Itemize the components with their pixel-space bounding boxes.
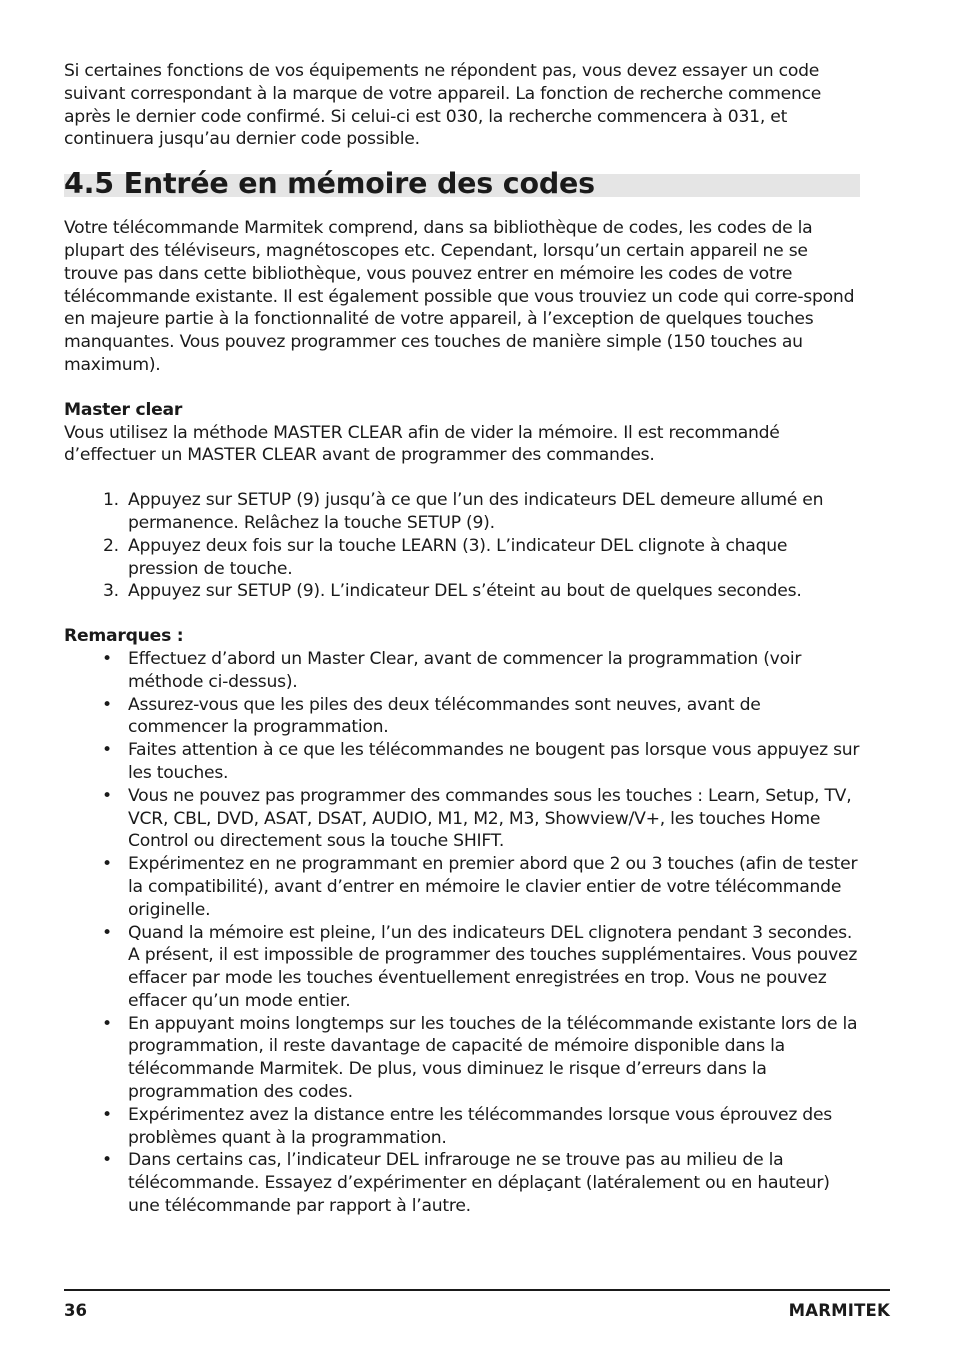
step-item	[64, 535, 860, 581]
step-number: 1.	[103, 490, 119, 511]
bullet-icon: •	[102, 740, 112, 761]
bullet-icon: •	[102, 694, 112, 715]
remark-item	[64, 853, 860, 921]
page-number: 36	[64, 1301, 87, 1320]
remark-item	[64, 694, 860, 740]
step-text: Appuyez deux fois sur la touche LEARN (3). L’indicateur DEL clignote à chaque pression de touche.	[128, 535, 788, 579]
step-number: 2.	[103, 535, 119, 556]
footer-divider	[64, 1289, 890, 1291]
master-clear-steps	[64, 489, 860, 603]
remark-text: Expérimentez avez la distance entre les télécommandes lorsque vous éprouvez des problèmes quant à la programmation.	[128, 1104, 832, 1148]
remark-item	[64, 739, 860, 785]
remark-item	[64, 1013, 860, 1104]
remark-text: En appuyant moins longtemps sur les touches de la télécommande existante lors de la programmation, il reste davantage de capacité de mémoire disponible dans la télécommande Marmitek. De plus, vous diminuez le risque d’erreurs dans la programmation des codes.	[128, 1013, 858, 1103]
section-title: 4.5 Entrée en mémoire des codes	[64, 167, 595, 201]
remark-text: Quand la mémoire est pleine, l’un des indicateurs DEL clignotera pendant 3 secondes. A présent, il est impossible de programmer des touches supplémentaires. Vous pouvez effacer par mode les touches éventuellement enregistrées en trop. Vous ne pouvez effacer qu’un mode entier.	[128, 922, 858, 1011]
remark-text: Assurez-vous que les piles des deux télécommandes sont neuves, avant de commencer la programmation.	[128, 694, 761, 738]
remark-text: Vous ne pouvez pas programmer des commandes sous les touches : Learn, Setup, TV, VCR, CBL, DVD, ASAT, DSAT, AUDIO, M1, M2, M3, Showview/V+, les touches Home Control ou directement sous la touche SHIFT.	[128, 785, 852, 852]
step-text: Appuyez sur SETUP (9) jusqu’à ce que l’un des indicateurs DEL demeure allumé en permanence. Relâchez la touche SETUP (9).	[128, 490, 824, 533]
footer-brand: MARMITEK	[788, 1301, 890, 1320]
master-clear-paragraph: Vous utilisez la méthode MASTER CLEAR afin de vider la mémoire. Il est recommandé d’effectuer un MASTER CLEAR avant de programmer des commandes.	[64, 422, 780, 466]
remark-text: Expérimentez en ne programmant en premier abord que 2 ou 3 touches (afin de tester la compatibilité), avant d’entrer en mémoire le clavier entier de votre télécommande originelle.	[128, 854, 858, 920]
bullet-icon: •	[102, 1104, 112, 1125]
remark-item	[64, 648, 860, 694]
bullet-icon: •	[102, 785, 112, 806]
step-text: Appuyez sur SETUP (9). L’indicateur DEL s’éteint au bout de quelques secondes.	[128, 581, 802, 602]
step-item	[64, 489, 860, 535]
remarks-list	[64, 648, 860, 1218]
section-body-paragraph: Votre télécommande Marmitek comprend, dans sa bibliothèque de codes, les codes de la plupart des téléviseurs, magnétoscopes etc. Cependant, lorsqu’un certain appareil ne se trouve pas dans cette bibliothèque, vous pouvez entrer en mémoire les codes de votre télécommande existante. Il est également possible que vous trouviez un code qui corre-spond en majeure partie à la fonctionnalité de votre appareil, à l’exception de quelques touches manquantes. Vous pouvez programmer ces touches de manière simple (150 touches au maximum).	[64, 218, 855, 375]
remark-text: Effectuez d’abord un Master Clear, avant de commencer la programmation (voir méthode ci-dessus).	[128, 648, 802, 692]
bullet-icon: •	[102, 922, 112, 943]
bullet-icon: •	[102, 648, 112, 669]
step-item	[64, 580, 860, 603]
remark-item	[64, 1104, 860, 1150]
remark-item	[64, 785, 860, 853]
remark-text: Faites attention à ce que les télécommandes ne bougent pas lorsque vous appuyez sur les touches.	[128, 740, 860, 783]
remark-item	[64, 1149, 860, 1217]
remark-text: Dans certains cas, l’indicateur DEL infrarouge ne se trouve pas au milieu de la télécommande. Essayez d’expérimenter en déplaçant (latéralement ou en hauteur) une télécommande par rapport à l’autre.	[128, 1150, 830, 1217]
intro-paragraph: Si certaines fonctions de vos équipements ne répondent pas, vous devez essayer un code suivant correspondant à la marque de votre appareil. La fonction de recherche commence après le dernier code confirmé. Si celui-ci est 030, la recherche commencera à 031, et continuera jusqu’au dernier code possible.	[64, 61, 822, 150]
bullet-icon: •	[102, 854, 112, 875]
remarks-heading: Remarques :	[64, 626, 184, 647]
remark-item	[64, 922, 860, 1013]
section-heading	[64, 166, 860, 202]
bullet-icon: •	[102, 1013, 112, 1034]
bullet-icon: •	[102, 1150, 112, 1171]
page-content	[64, 60, 860, 1218]
master-clear-heading: Master clear	[64, 399, 183, 420]
step-number: 3.	[103, 581, 119, 602]
